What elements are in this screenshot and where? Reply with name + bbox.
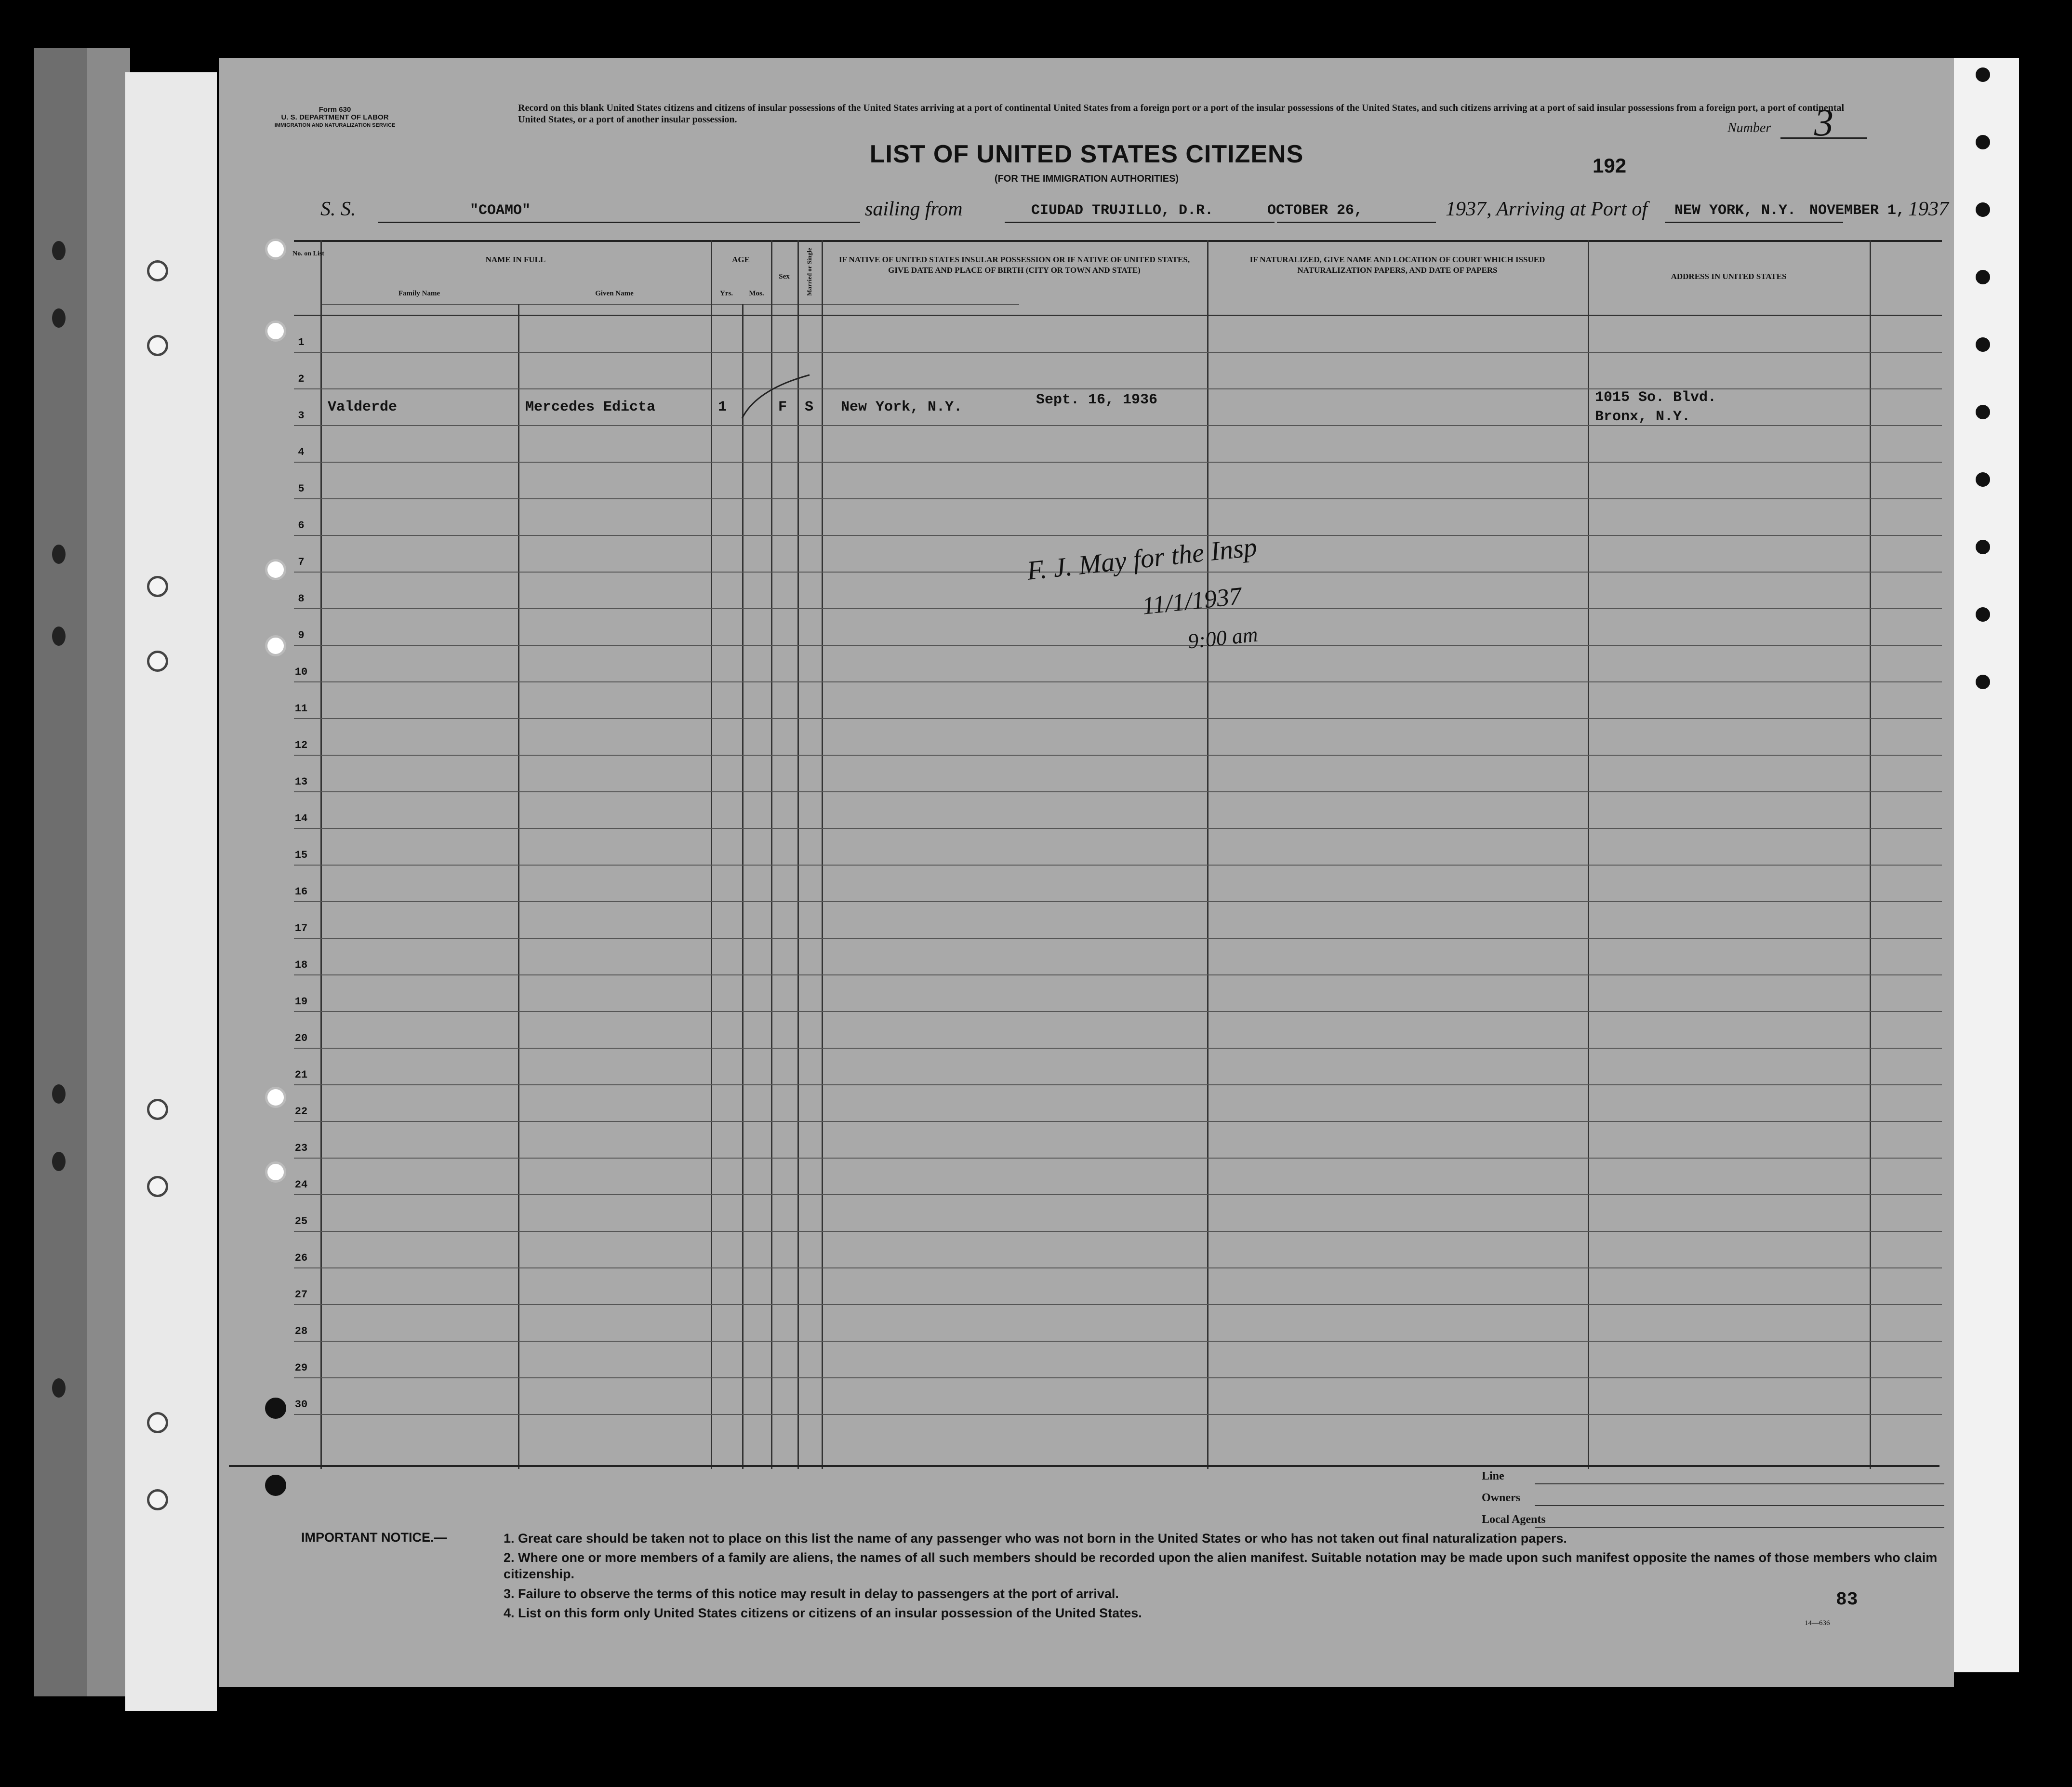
- header-yrs: Yrs.: [719, 290, 733, 297]
- row-number: 8: [298, 593, 305, 605]
- col-divider: [711, 240, 712, 1469]
- row-number: 28: [294, 1325, 308, 1337]
- edge-hole: [1976, 270, 1990, 284]
- port-to-underline: [1665, 222, 1843, 223]
- sailing-from-label: sailing from: [865, 198, 963, 220]
- owners-label: Owners: [1482, 1492, 1520, 1504]
- table-row: [294, 1084, 1942, 1085]
- col-divider: [742, 304, 744, 1469]
- row-number: 22: [294, 1106, 308, 1118]
- table-row: [294, 1414, 1942, 1415]
- col-divider: [771, 240, 772, 1469]
- service-name: IMMIGRATION AND NATURALIZATION SERVICE: [274, 122, 396, 128]
- edge-hole: [1976, 337, 1990, 352]
- line-underline: [1535, 1483, 1944, 1484]
- table-row: [294, 901, 1942, 902]
- page-title: LIST OF UNITED STATES CITIZENS: [869, 140, 1304, 168]
- table-row: [294, 681, 1942, 682]
- binder-hole: [52, 1378, 66, 1398]
- row-number: 9: [298, 629, 305, 641]
- header-mos: Mos.: [749, 290, 764, 297]
- address-line-1: 1015 So. Blvd.: [1595, 389, 1717, 406]
- row-number: 1: [298, 336, 305, 348]
- table-row: [294, 425, 1942, 426]
- edge-hole: [1976, 472, 1990, 487]
- year-prefix: 192: [1593, 154, 1627, 177]
- edge-hole: [1976, 202, 1990, 217]
- ring-hole: [147, 651, 168, 672]
- row-number: 2: [298, 373, 305, 385]
- col-divider: [1588, 240, 1589, 1469]
- table-row: [294, 1121, 1942, 1122]
- birth-date-cell: Sept. 16, 1936: [1036, 392, 1158, 408]
- local-agents-label: Local Agents: [1482, 1513, 1546, 1526]
- table-row: [294, 1158, 1942, 1159]
- table-row: [294, 1194, 1942, 1195]
- row-number: 12: [294, 739, 308, 751]
- header-family-name: Family Name: [398, 290, 440, 297]
- table-row: [294, 1341, 1942, 1342]
- owners-underline: [1535, 1505, 1944, 1506]
- notice-item-2: 2. Where one or more members of a family are aliens, the names of all such members should be recorded upon the alien manifest. Suitable notation may be made upon such manifest opposite the names of those members who claim citizenship.: [504, 1550, 1938, 1581]
- header-age: AGE: [732, 255, 750, 264]
- table-row: [294, 498, 1942, 499]
- depart-year: 1937: [1446, 198, 1486, 220]
- header-naturalized: IF NATURALIZED, GIVE NAME AND LOCATION OF COURT WHICH ISSUED NATURALIZATION PAPERS, AND DATE OF PAPERS: [1249, 255, 1545, 275]
- binder-strip: [34, 48, 87, 1696]
- table-row: [294, 755, 1942, 756]
- inspection-time: 9:00 am: [1186, 622, 1259, 653]
- row-number: 15: [294, 849, 308, 861]
- edge-hole: [1976, 135, 1990, 149]
- row-number: 19: [294, 996, 308, 1008]
- punch-hole: [265, 239, 286, 260]
- row-number: 26: [294, 1252, 308, 1264]
- row-number: 25: [294, 1215, 308, 1227]
- header-bottom-line: [294, 315, 1942, 316]
- edge-hole: [1976, 67, 1990, 82]
- ss-label: S. S.: [320, 198, 356, 220]
- edge-hole: [1976, 675, 1990, 689]
- punch-hole: [265, 1087, 286, 1108]
- line-label: Line: [1482, 1470, 1504, 1482]
- punch-hole: [265, 320, 286, 342]
- row-number: 24: [294, 1179, 308, 1191]
- page-number: 83: [1836, 1589, 1858, 1610]
- bottom-rule: [229, 1465, 1939, 1467]
- row-number: 14: [294, 813, 308, 825]
- punch-hole: [265, 1161, 286, 1183]
- row-number: 11: [294, 703, 308, 715]
- header-sex: Sex: [779, 273, 790, 280]
- inspector-signature: F. J. May for the Insp: [1025, 532, 1259, 586]
- notice-item-3: 3. Failure to observe the terms of this notice may result in delay to passengers at the port of arrival.: [504, 1587, 1119, 1601]
- arriving-label: , Arriving at Port of: [1487, 198, 1648, 220]
- table-row: [294, 1231, 1942, 1232]
- col-divider: [518, 304, 519, 1469]
- page-subtitle: (FOR THE IMMIGRATION AUTHORITIES): [994, 173, 1179, 184]
- col-divider: [822, 240, 823, 1469]
- row-number: 5: [298, 483, 305, 495]
- arrive-year: 1937: [1908, 198, 1949, 220]
- name-subheader-line: [320, 304, 1019, 305]
- table-row: [294, 1048, 1942, 1049]
- table-row: [294, 608, 1942, 609]
- ring-hole: [147, 576, 168, 597]
- binder-hole: [52, 1152, 66, 1171]
- ring-hole: [147, 1412, 168, 1433]
- row-number: 6: [298, 520, 305, 532]
- row-number: 18: [294, 959, 308, 971]
- department-name: U. S. DEPARTMENT OF LABOR: [281, 113, 389, 121]
- record-instructions: Record on this blank United States citizens and citizens of insular possessions of the United States arriving at a port of continental United States from a foreign port or a port of the insular possessions of the United States, and such citizens arriving at a port of said insular possessions from a foreign port, a port of continental United States, or a port of another insular possession.: [518, 103, 1845, 125]
- row-number: 27: [294, 1289, 308, 1301]
- table-row: [294, 645, 1942, 646]
- table-top-border: [294, 240, 1942, 242]
- sex-cell: F: [778, 399, 787, 415]
- edge-hole: [1976, 607, 1990, 622]
- depart-date: OCTOBER 26,: [1267, 202, 1363, 219]
- check-stroke-icon: [737, 370, 814, 423]
- table-row: [294, 791, 1942, 792]
- ring-hole: [147, 335, 168, 356]
- row-number: 13: [294, 776, 308, 788]
- port-from: CIUDAD TRUJILLO, D.R.: [1031, 202, 1214, 219]
- form-identifier: [272, 106, 398, 129]
- ring-hole: [147, 1099, 168, 1120]
- header-address: ADDRESS IN UNITED STATES: [1671, 272, 1787, 281]
- table-row: [294, 938, 1942, 939]
- punch-hole: [265, 1398, 286, 1419]
- printer-code: 14—636: [1805, 1619, 1830, 1627]
- row-number: 29: [294, 1362, 308, 1374]
- edge-hole: [1976, 405, 1990, 419]
- header-native: IF NATIVE OF UNITED STATES INSULAR POSSESSION OR IF NATIVE OF UNITED STATES, GIVE DATE AND PLACE OF BIRTH (CITY OR TOWN AND STATE): [838, 255, 1190, 275]
- binder-hole: [52, 627, 66, 646]
- port-from-underline: [1005, 222, 1275, 223]
- table-row: [294, 865, 1942, 866]
- table-row: [294, 974, 1942, 975]
- table-row: [294, 352, 1942, 353]
- age-years-cell: 1: [718, 399, 727, 415]
- address-line-2: Bronx, N.Y.: [1595, 409, 1691, 425]
- manifest-sheet: [219, 58, 1954, 1687]
- given-name-cell: Mercedes Edicta: [525, 399, 656, 415]
- row-number: 20: [294, 1032, 308, 1044]
- row-number: 21: [294, 1069, 308, 1081]
- row-number: 4: [298, 446, 305, 458]
- header-given-name: Given Name: [595, 290, 634, 297]
- row-number: 17: [294, 922, 308, 934]
- col-divider: [1870, 240, 1871, 1469]
- punch-hole: [265, 635, 286, 656]
- form-number: Form 630: [319, 106, 351, 114]
- punch-hole: [265, 1475, 286, 1496]
- table-row: [294, 828, 1942, 829]
- marital-cell: S: [805, 399, 814, 415]
- number-label: Number: [1727, 120, 1771, 135]
- notice-heading: IMPORTANT NOTICE.—: [301, 1530, 447, 1545]
- backing-sheet: [125, 72, 217, 1711]
- punch-hole: [265, 559, 286, 580]
- ring-hole: [147, 1176, 168, 1197]
- ship-underline: [378, 222, 860, 223]
- table-row: [294, 1377, 1942, 1378]
- col-divider: [797, 240, 799, 1469]
- birth-place-cell: New York, N.Y.: [841, 399, 963, 415]
- col-divider: [1207, 240, 1209, 1469]
- arrive-date: NOVEMBER 1,: [1809, 202, 1905, 219]
- binder-hole: [52, 545, 66, 564]
- ship-name: "COAMO": [470, 202, 531, 219]
- header-name-in-full: NAME IN FULL: [485, 255, 546, 264]
- depart-date-underline: [1277, 222, 1436, 223]
- row-number: 16: [294, 886, 308, 898]
- binder-hole: [52, 241, 66, 260]
- header-married-single: Married or Single: [806, 248, 813, 296]
- row-number: 30: [294, 1399, 308, 1411]
- binder-hole: [52, 1084, 66, 1104]
- table-row: [294, 1267, 1942, 1268]
- table-row: [294, 718, 1942, 719]
- table-row: [294, 1304, 1942, 1305]
- notice-item-1: 1. Great care should be taken not to place on this list the name of any passenger who was not born in the United States or who has not taken out final naturalization papers.: [504, 1531, 1567, 1546]
- local-agents-underline: [1535, 1527, 1944, 1528]
- edge-hole: [1976, 540, 1990, 554]
- binder-hole: [52, 308, 66, 328]
- family-name-cell: Valderde: [328, 399, 398, 415]
- header-no-on-list: No. on List: [292, 250, 324, 257]
- table-row: [294, 462, 1942, 463]
- ring-hole: [147, 1489, 168, 1510]
- list-number: 3: [1814, 102, 1833, 144]
- row-number: 3: [298, 410, 305, 422]
- table-row: [294, 1011, 1942, 1012]
- ring-hole: [147, 260, 168, 281]
- binder-strip: [87, 48, 130, 1696]
- port-to: NEW YORK, N.Y.: [1674, 202, 1796, 219]
- row-number: 10: [294, 666, 308, 678]
- inspection-date: 11/1/1937: [1141, 582, 1243, 620]
- table-row: [294, 535, 1942, 536]
- row-number: 7: [298, 556, 305, 568]
- row-number: 23: [294, 1142, 308, 1154]
- notice-item-4: 4. List on this form only United States citizens or citizens of an insular possession of the United States.: [504, 1606, 1142, 1620]
